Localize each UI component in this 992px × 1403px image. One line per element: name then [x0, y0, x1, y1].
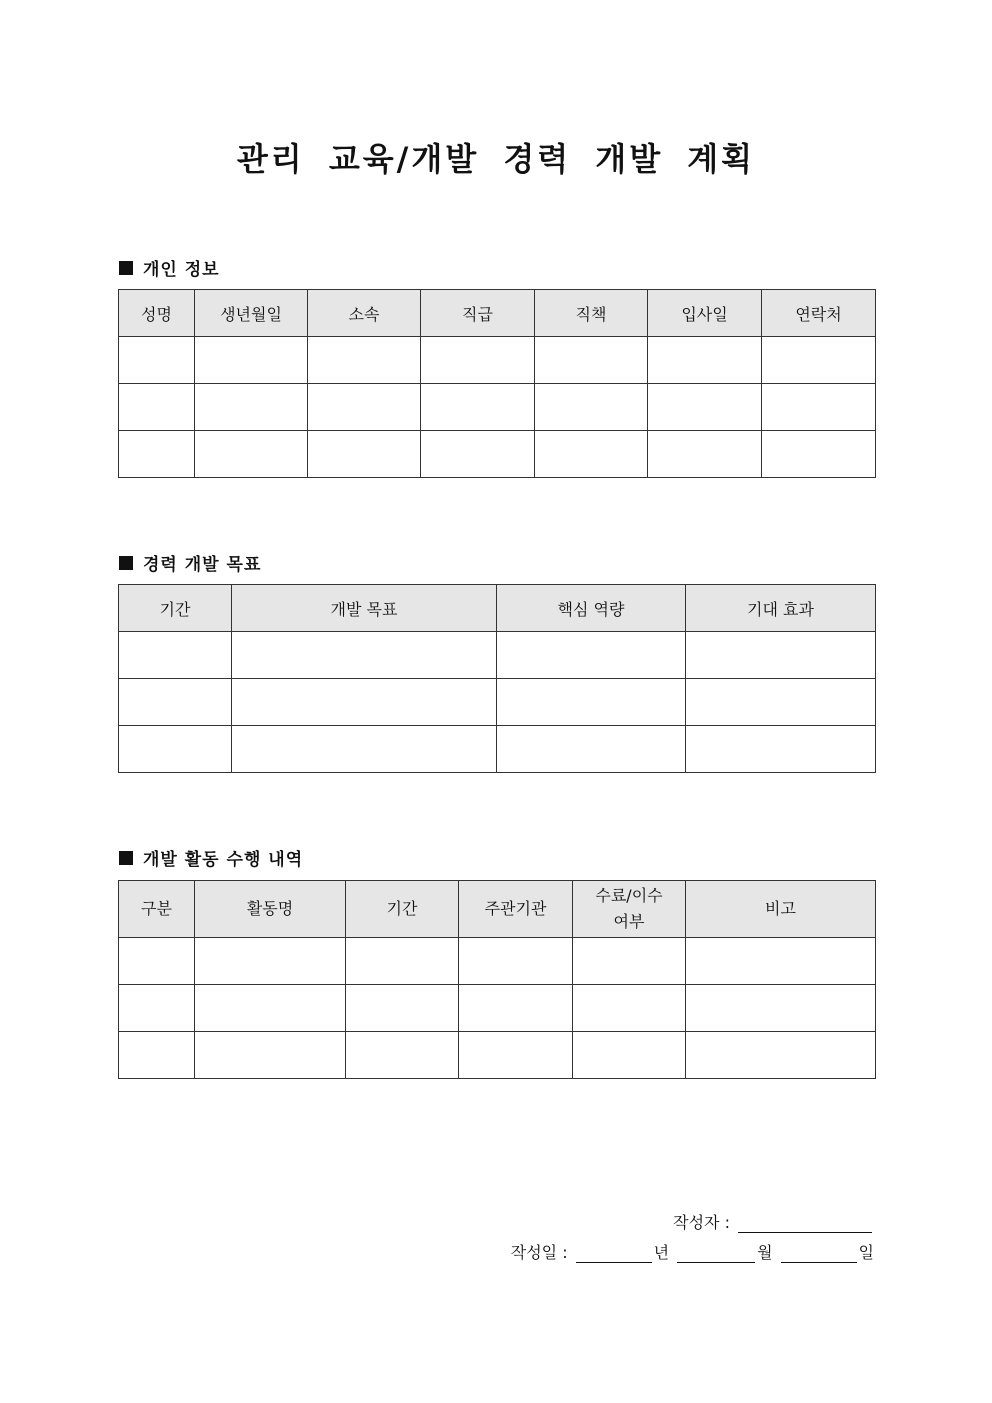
- author-label: 작성자 :: [673, 1213, 730, 1232]
- table-cell[interactable]: [421, 384, 535, 431]
- table-cell[interactable]: [648, 384, 762, 431]
- table-cell[interactable]: [308, 431, 421, 478]
- author-field[interactable]: [738, 1214, 872, 1233]
- table-cell[interactable]: [573, 938, 686, 985]
- table-cell[interactable]: [119, 384, 195, 431]
- section-heading-personal: [119, 255, 220, 280]
- table-cell[interactable]: [459, 938, 573, 985]
- table-row: [119, 431, 876, 478]
- column-header-completion-line1: 수료/이수: [595, 886, 663, 905]
- section-heading-label: 개발 활동 수행 내역: [143, 850, 304, 870]
- table-cell[interactable]: [686, 632, 876, 679]
- date-label: 작성일 :: [510, 1243, 568, 1262]
- table-cell[interactable]: [497, 632, 686, 679]
- square-bullet-icon: [119, 556, 133, 570]
- column-header-goal: 개발 목표: [232, 585, 497, 632]
- table-cell[interactable]: [308, 337, 421, 384]
- section-heading-label: 개인 정보: [143, 260, 220, 280]
- table-cell[interactable]: [573, 985, 686, 1032]
- author-line: [673, 1210, 874, 1233]
- table-cell[interactable]: [119, 431, 195, 478]
- table-cell[interactable]: [421, 337, 535, 384]
- table-cell[interactable]: [421, 431, 535, 478]
- table-cell[interactable]: [119, 1032, 195, 1079]
- table-cell[interactable]: [573, 1032, 686, 1079]
- table-row: [119, 726, 876, 773]
- column-header-completion: [573, 881, 686, 938]
- table-row: [119, 985, 876, 1032]
- column-header-expected-effect: 기대 효과: [686, 585, 876, 632]
- table-cell[interactable]: [762, 337, 876, 384]
- column-header-category: 구분: [119, 881, 195, 938]
- date-line: [511, 1240, 874, 1263]
- table-cell[interactable]: [535, 337, 648, 384]
- page-title: 관리 교육/개발 경력 개발 계획: [236, 140, 756, 178]
- table-cell[interactable]: [195, 1032, 346, 1079]
- section-heading-label: 경력 개발 목표: [143, 555, 262, 575]
- column-header-join-date: 입사일: [648, 290, 762, 337]
- column-header-birthdate: 생년월일: [195, 290, 308, 337]
- table-cell[interactable]: [119, 938, 195, 985]
- month-field[interactable]: [677, 1244, 755, 1263]
- table-header-row: [119, 585, 876, 632]
- table-cell[interactable]: [497, 726, 686, 773]
- table-header-row: [119, 881, 876, 938]
- year-field[interactable]: [576, 1244, 652, 1263]
- column-header-period: 기간: [119, 585, 232, 632]
- table-cell[interactable]: [119, 985, 195, 1032]
- table-row: [119, 632, 876, 679]
- day-field[interactable]: [781, 1244, 857, 1263]
- year-suffix: 년: [653, 1243, 670, 1262]
- column-header-competency: 핵심 역량: [497, 585, 686, 632]
- square-bullet-icon: [119, 851, 133, 865]
- table-cell[interactable]: [195, 985, 346, 1032]
- table-cell[interactable]: [535, 384, 648, 431]
- table-cell[interactable]: [195, 384, 308, 431]
- table-cell[interactable]: [346, 985, 459, 1032]
- table-cell[interactable]: [308, 384, 421, 431]
- table-cell[interactable]: [232, 726, 497, 773]
- column-header-contact: 연락처: [762, 290, 876, 337]
- table-row: [119, 679, 876, 726]
- table-cell[interactable]: [497, 679, 686, 726]
- column-header-organizer: 주관기관: [459, 881, 573, 938]
- table-cell[interactable]: [346, 1032, 459, 1079]
- table-row: [119, 384, 876, 431]
- table-row: [119, 938, 876, 985]
- table-cell[interactable]: [535, 431, 648, 478]
- table-cell[interactable]: [119, 726, 232, 773]
- column-header-rank: 직급: [421, 290, 535, 337]
- table-cell[interactable]: [648, 431, 762, 478]
- table-cell[interactable]: [762, 431, 876, 478]
- month-suffix: 월: [757, 1243, 773, 1262]
- table-cell[interactable]: [346, 938, 459, 985]
- column-header-department: 소속: [308, 290, 421, 337]
- column-header-name: 성명: [119, 290, 195, 337]
- day-suffix: 일: [858, 1243, 874, 1262]
- section-heading-activities: [119, 845, 303, 870]
- table-cell[interactable]: [686, 726, 876, 773]
- table-cell[interactable]: [119, 632, 232, 679]
- table-cell[interactable]: [686, 985, 876, 1032]
- table-header-row: [119, 290, 876, 337]
- table-cell[interactable]: [232, 679, 497, 726]
- table-cell[interactable]: [195, 938, 346, 985]
- table-cell[interactable]: [195, 431, 308, 478]
- table-cell[interactable]: [762, 384, 876, 431]
- table-cell[interactable]: [459, 1032, 573, 1079]
- column-header-remarks: 비고: [686, 881, 876, 938]
- table-row: [119, 1032, 876, 1079]
- column-header-completion-line2: 여부: [613, 912, 645, 931]
- activity-log-table: [118, 880, 876, 1079]
- table-cell[interactable]: [648, 337, 762, 384]
- table-cell[interactable]: [686, 679, 876, 726]
- table-cell[interactable]: [686, 938, 876, 985]
- table-cell[interactable]: [119, 679, 232, 726]
- column-header-position: 직책: [535, 290, 648, 337]
- section-heading-goals: [119, 550, 261, 575]
- square-bullet-icon: [119, 261, 133, 275]
- table-cell[interactable]: [686, 1032, 876, 1079]
- column-header-period: 기간: [346, 881, 459, 938]
- table-cell[interactable]: [232, 632, 497, 679]
- career-goals-table: [118, 584, 876, 773]
- table-cell[interactable]: [459, 985, 573, 1032]
- table-row: [119, 337, 876, 384]
- personal-info-table: [118, 289, 876, 478]
- column-header-activity-name: 활동명: [195, 881, 346, 938]
- table-cell[interactable]: [195, 337, 308, 384]
- table-cell[interactable]: [119, 337, 195, 384]
